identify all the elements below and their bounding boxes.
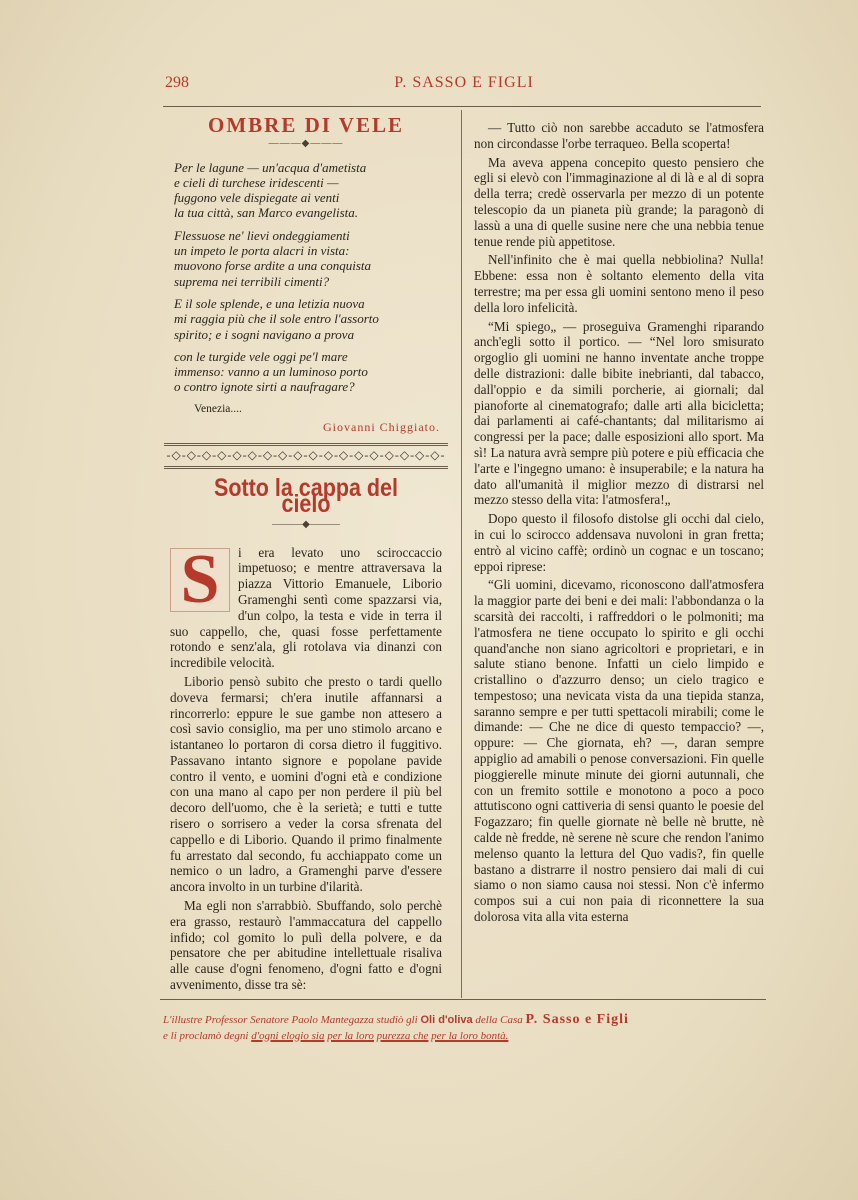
poem-place: Venezia....	[194, 402, 242, 415]
poem-line: immenso: vanno a un luminoso porto	[174, 364, 368, 380]
poem-stanza	[174, 160, 442, 221]
story-title: Sotto la cappa del cielo	[214, 474, 398, 518]
right-column	[474, 120, 764, 928]
story-paragraph: Ma aveva appena concepito questo pensiero che egli si elevò con l'immaginazione al di là e al di sopra della terra; credè osservarla per mezzo di un potente telescopio da un pianeta più grande; la paragonò di lassù a una di quelle susine nere che una nebbia tenue tenue rende più appetitose.	[474, 154, 764, 249]
poem-author: Giovanni Chiggiato.	[323, 419, 440, 434]
poem-line: mi raggia più che il sole entro l'assorto	[174, 311, 379, 327]
page-number: 298	[165, 74, 189, 91]
poem-line: Flessuose ne' lievi ondeggiamenti	[174, 227, 350, 243]
story-paragraph: Dopo questo il filosofo distolse gli occhi dal cielo, in cui lo scirocco addensava nuvoloni in gran fretta; entrò al vicino caffè; ordinò un cognac e un toscano; eppoi riprese:	[474, 511, 764, 574]
poem-line: spirito; e i sogni navigano a prova	[174, 326, 355, 342]
poem-line: e cieli di turchese iridescenti —	[174, 174, 339, 190]
poem-line: fuggono vele dispiegate ai venti	[174, 190, 340, 206]
poem-stanza	[174, 296, 442, 342]
story-paragraph: “Mi spiego„ — proseguiva Gramenghi riparando anch'egli sotto il portico. — “Nel loro smisurato orgoglio gli uomini ne hanno inventate anche troppe delle distrazioni: dalle bibite inebrianti, dal tabacco, dall'oppio e da simili porcherie, ai giornali; dal pianoforte al cinematografo; dalle arti alla bicicletta; dai parlamenti ai café-chantants; dal militarismo ai congressi per la pace; dalle esposizioni allo sport. Ma sì! La natura avrà sempre più potere e più efficacia che l'arte e l'ingegno umano: è insuperabile; e la natura ha dato all'umanità il miglior mezzo di distrarsi nel mezzo stesso della vita: l'atmosfera!„	[474, 318, 764, 508]
story-paragraph: Nell'infinito che è mai quella nebbiolina? Nulla! Ebbene: essa non è soltanto elemento della vita terrestre; ma per essa gli uomini sentono meno il peso della loro infelicità.	[474, 252, 764, 315]
story-paragraph: “Gli uomini, dicevamo, riconoscono dall'atmosfera la maggior parte dei beni e dei mali: l'abbondanza o la scarsità dei raccolti, i raffreddori o le polmoniti; ma l'atmosfera ne tiene occupato lo spirito e gli occhi quand'anche non siano agricoltori e proprietari, e in salute stiano benone. Infatti un cielo limpido e cristallino o d'azzurro denso; un cielo tragico e tempestoso; una nevicata vista da una tiepida stanza, saranno sempre e per tutti spettacoli mirabili; come le dimande: — Che ne dice di questo tempaccio? —, oppure: — Che giornata, eh? —, daran sempre appiglio ad amabili o penose conversazioni. Fin quelle pioggierelle minute minute dei giorni autunnali, che con un fremito sottile e monotono a poco a poco attutiscono ogni cattiveria di sensi quanto le poesie del Fogazzaro; fin quelle giornate nè belle nè brutte, nè calde nè fredde, nè serene nè scure che rendon l'animo melenso quanto la lettura del Quo vadis?, fin quelle bastano a distrarre il nostro pensiero dai mali di cui siamo o non siamo causa noi stessi. Non c'è infermo compos sui a cui non paia di riconnettere la sua dolorosa vita alla vita esterna	[474, 577, 764, 925]
footer-advertisement	[163, 1012, 763, 1044]
poem-stanza	[174, 228, 442, 289]
ad-text: della Casa	[475, 1014, 523, 1026]
ornament-rule: ———◆———	[268, 137, 344, 149]
header-rule	[163, 106, 761, 107]
decorative-divider: -◇-◇-◇-◇-◇-◇-◇-◇-◇-◇-◇-◇-◇-◇-◇-◇-◇-◇-	[164, 443, 448, 469]
poem-line: suprema nei terribili cimenti?	[174, 273, 330, 289]
poem-stanza	[174, 349, 442, 395]
story-paragraph: S i era levato uno sciroccaccio impetuoso; e mentre attraversava la piazza Vittorio Emanuele, Liborio Gramenghi sentì come spazzarsi via, d'un colpo, la testa e vide in terra il suo cappello, che, quasi fosse perfettamente rotondo e senz'ala, gli rotolava via dinanzi con incredibile velocità.	[170, 540, 442, 671]
poem-line: con le turgide vele oggi pe'l mare	[174, 348, 348, 364]
story-paragraph: Ma egli non s'arrabbiò. Sbuffando, solo perchè era grasso, restaurò l'ammaccatura del cappello infido; col gomito lo pulì della polvere, e da pensatore che per abitudine intellettuale risaliva alle cause d'ogni fenomeno, d'ogni fatto e d'ogni avvenimento, disse tra sè:	[170, 898, 442, 993]
story-paragraph: Liborio pensò subito che presto o tardi quello doveva fermarsi; ch'era inutile affannarsi a rincorrerlo: eppure le sue gambe non attesero a così savio consiglio, ma per uno stimolo arcano e istantaneo lo portaron di corsa dietro il fuggitivo. Passavano intanto signore e popolane pavide contro il vento, e uomini d'ogni età e condizione con una mano al capo per non perdere il più bel decoro dell'uomo, che è la serietà; e tutti e tutte risero o sorrisero a veder la corsa sfrenata del cappello e di Liborio. Quando il primo finalmente fu arrestato dal secondo, fu acchiappato come un nemico o un ladro, a Gramenghi parve d'essere ancora involto in un turbine d'ilarità.	[170, 673, 442, 895]
ad-company: P. Sasso e Figli	[525, 1012, 629, 1027]
poem-line: un impeto le porta alacri in vista:	[174, 243, 350, 259]
poem-title: OMBRE DI VELE	[208, 113, 404, 137]
ad-text: L'illustre Professor Senatore Paolo Mantegazza studiò gli	[163, 1014, 418, 1026]
left-column	[166, 112, 446, 996]
ad-underlined-text: d'ogni elogio sia per la loro purezza che per la loro bontà.	[251, 1030, 509, 1042]
running-title: P. SASSO E FIGLI	[394, 74, 534, 91]
ad-text: e li proclamò degni	[163, 1030, 249, 1042]
ornament-rule: ———◆———	[272, 518, 340, 530]
ad-product: Oli d'oliva	[420, 1014, 473, 1026]
footer-rule	[160, 999, 766, 1000]
poem-line: la tua città, san Marco evangelista.	[174, 205, 359, 221]
running-head	[165, 74, 763, 98]
poem-line: Per le lagune — un'acqua d'ametista	[174, 159, 367, 175]
poem-line: E il sole splende, e una letizia nuova	[174, 295, 365, 311]
story-paragraph: — Tutto ciò non sarebbe accaduto se l'atmosfera non circondasse l'orbe terraqueo. Bella scoperta!	[474, 120, 764, 151]
drop-cap: S	[170, 548, 230, 612]
poem-line: muovono forse ardite a una conquista	[174, 258, 372, 274]
column-divider	[461, 110, 462, 998]
poem-line: o contro ignote sirti a naufragare?	[174, 379, 355, 395]
